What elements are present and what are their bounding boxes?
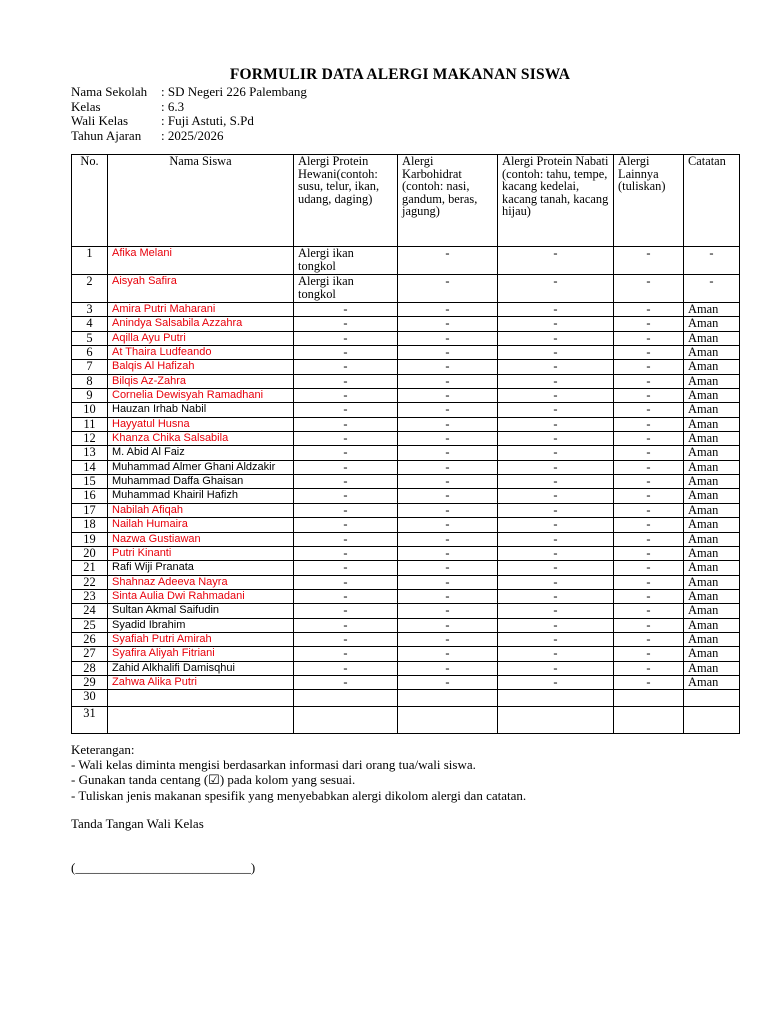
student-name: Zahid Alkhalifi Damisqhui [108, 661, 294, 675]
cell-catatan: Aman [684, 618, 740, 632]
student-number: 7 [72, 360, 108, 374]
meta-row-year [71, 129, 307, 144]
cell-hewani: - [294, 432, 398, 446]
cell-nabati: - [498, 417, 614, 431]
student-name: Nazwa Gustiawan [108, 532, 294, 546]
table-row [72, 346, 740, 360]
cell-catatan: Aman [684, 374, 740, 388]
cell-lainnya: - [614, 303, 684, 317]
student-name: Hayyatul Husna [108, 417, 294, 431]
notes-heading: Keterangan: [71, 742, 135, 757]
cell-nabati: - [498, 446, 614, 460]
student-name: Cornelia Dewisyah Ramadhani [108, 389, 294, 403]
table-row [72, 575, 740, 589]
cell-catatan: Aman [684, 317, 740, 331]
cell-karbo: - [398, 432, 498, 446]
cell-nabati: - [498, 317, 614, 331]
student-number: 1 [72, 247, 108, 275]
student-name: Khanza Chika Salsabila [108, 432, 294, 446]
cell-lainnya: - [614, 647, 684, 661]
cell-hewani: - [294, 647, 398, 661]
cell-karbo: - [398, 589, 498, 603]
cell-nabati: - [498, 403, 614, 417]
cell-nabati: - [498, 661, 614, 675]
student-number: 25 [72, 618, 108, 632]
cell-hewani: Alergi ikan tongkol [294, 275, 398, 303]
cell-lainnya: - [614, 389, 684, 403]
student-name: Putri Kinanti [108, 546, 294, 560]
student-number: 27 [72, 647, 108, 661]
student-number: 23 [72, 589, 108, 603]
student-name: Syafira Aliyah Fitriani [108, 647, 294, 661]
student-name: Aqilla Ayu Putri [108, 331, 294, 345]
header-nama: Nama Siswa [108, 155, 294, 247]
cell-catatan: Aman [684, 489, 740, 503]
cell-nabati: - [498, 303, 614, 317]
cell-hewani: - [294, 417, 398, 431]
cell-karbo: - [398, 647, 498, 661]
cell-catatan: Aman [684, 460, 740, 474]
cell-catatan [684, 707, 740, 734]
cell-lainnya: - [614, 503, 684, 517]
table-row [72, 360, 740, 374]
student-number: 16 [72, 489, 108, 503]
cell-karbo: - [398, 489, 498, 503]
cell-catatan: Aman [684, 546, 740, 560]
student-number: 12 [72, 432, 108, 446]
table-row [72, 247, 740, 275]
header-karbo: Alergi Karbohidrat (contoh: nasi, gandum, beras, jagung) [398, 155, 498, 247]
table-body [72, 247, 740, 734]
cell-karbo: - [398, 661, 498, 675]
student-number: 31 [72, 707, 108, 734]
cell-karbo: - [398, 546, 498, 560]
notes [71, 742, 526, 803]
cell-nabati: - [498, 546, 614, 560]
table-row [72, 389, 740, 403]
cell-nabati: - [498, 460, 614, 474]
table-row [72, 317, 740, 331]
header-nabati: Alergi Protein Nabati (contoh: tahu, tempe, kacang kedelai, kacang tanah, kacang hijau) [498, 155, 614, 247]
cell-nabati: - [498, 518, 614, 532]
meta-label: Tahun Ajaran [71, 127, 142, 143]
cell-nabati: - [498, 475, 614, 489]
cell-hewani: - [294, 489, 398, 503]
meta-row-teacher [71, 114, 307, 129]
meta-value: : SD Negeri 226 Palembang [161, 84, 307, 99]
table-row [72, 604, 740, 618]
student-name: Amira Putri Maharani [108, 303, 294, 317]
cell-catatan: Aman [684, 360, 740, 374]
cell-karbo [398, 690, 498, 707]
cell-catatan: Aman [684, 303, 740, 317]
student-number: 19 [72, 532, 108, 546]
header-no: No. [72, 155, 108, 247]
cell-catatan: Aman [684, 446, 740, 460]
cell-catatan: Aman [684, 346, 740, 360]
cell-lainnya: - [614, 532, 684, 546]
student-number: 6 [72, 346, 108, 360]
student-name: Muhammad Daffa Ghaisan [108, 475, 294, 489]
student-number: 22 [72, 575, 108, 589]
student-number: 14 [72, 460, 108, 474]
cell-lainnya: - [614, 417, 684, 431]
student-number: 10 [72, 403, 108, 417]
meta-row-class [71, 100, 307, 115]
cell-hewani: - [294, 503, 398, 517]
cell-karbo: - [398, 561, 498, 575]
cell-nabati: - [498, 561, 614, 575]
student-name: Shahnaz Adeeva Nayra [108, 575, 294, 589]
student-name: Aisyah Safira [108, 275, 294, 303]
table-row [72, 589, 740, 603]
table-row [72, 632, 740, 646]
table-row [72, 446, 740, 460]
student-name: Zahwa Alika Putri [108, 675, 294, 689]
student-name: Afika Melani [108, 247, 294, 275]
allergy-table [71, 154, 740, 734]
cell-hewani: - [294, 589, 398, 603]
student-number: 29 [72, 675, 108, 689]
cell-nabati: - [498, 346, 614, 360]
student-number: 4 [72, 317, 108, 331]
table-row [72, 690, 740, 707]
cell-nabati: - [498, 331, 614, 345]
table-row [72, 532, 740, 546]
cell-catatan: Aman [684, 604, 740, 618]
table-row [72, 647, 740, 661]
cell-lainnya [614, 690, 684, 707]
student-name: Syadid Ibrahim [108, 618, 294, 632]
student-number: 30 [72, 690, 108, 707]
cell-karbo: - [398, 317, 498, 331]
cell-hewani: - [294, 546, 398, 560]
cell-karbo: - [398, 403, 498, 417]
cell-karbo: - [398, 446, 498, 460]
cell-nabati: - [498, 575, 614, 589]
cell-hewani: - [294, 389, 398, 403]
signature-line: (___________________________) [71, 860, 256, 875]
cell-lainnya: - [614, 489, 684, 503]
table-row [72, 374, 740, 388]
cell-lainnya: - [614, 675, 684, 689]
table-row [72, 675, 740, 689]
cell-hewani: - [294, 331, 398, 345]
cell-nabati: - [498, 618, 614, 632]
student-name: Sultan Akmal Saifudin [108, 604, 294, 618]
cell-lainnya [614, 707, 684, 734]
cell-karbo: - [398, 475, 498, 489]
meta-value: : Fuji Astuti, S.Pd [161, 113, 254, 129]
cell-hewani: - [294, 317, 398, 331]
cell-karbo: - [398, 632, 498, 646]
form-title: FORMULIR DATA ALERGI MAKANAN SISWA [229, 66, 571, 83]
cell-lainnya: - [614, 575, 684, 589]
meta-value: : 6.3 [161, 98, 185, 114]
cell-karbo: - [398, 374, 498, 388]
cell-hewani: - [294, 661, 398, 675]
cell-karbo: - [398, 417, 498, 431]
cell-hewani: - [294, 561, 398, 575]
cell-nabati: - [498, 503, 614, 517]
cell-lainnya: - [614, 460, 684, 474]
cell-karbo: - [398, 275, 498, 303]
cell-karbo: - [398, 389, 498, 403]
cell-karbo: - [398, 303, 498, 317]
cell-lainnya: - [614, 589, 684, 603]
cell-nabati [498, 690, 614, 707]
cell-catatan: - [684, 275, 740, 303]
cell-catatan: Aman [684, 632, 740, 646]
cell-lainnya: - [614, 275, 684, 303]
student-number: 15 [72, 475, 108, 489]
cell-nabati: - [498, 647, 614, 661]
cell-catatan: Aman [684, 503, 740, 517]
student-name: Balqis Al Hafizah [108, 360, 294, 374]
cell-karbo: - [398, 460, 498, 474]
table-header-row [72, 155, 740, 247]
cell-nabati [498, 707, 614, 734]
student-number: 24 [72, 604, 108, 618]
cell-lainnya: - [614, 518, 684, 532]
table-row [72, 546, 740, 560]
cell-hewani: - [294, 446, 398, 460]
cell-hewani: - [294, 460, 398, 474]
cell-karbo: - [398, 604, 498, 618]
table-row [72, 489, 740, 503]
student-number: 26 [72, 632, 108, 646]
table-row [72, 618, 740, 632]
cell-lainnya: - [614, 403, 684, 417]
student-name: Anindya Salsabila Azzahra [108, 317, 294, 331]
cell-hewani: - [294, 604, 398, 618]
cell-hewani: - [294, 532, 398, 546]
cell-catatan: Aman [684, 389, 740, 403]
note-item: - Wali kelas diminta mengisi berdasarkan informasi dari orang tua/wali siswa. [71, 757, 476, 773]
cell-hewani: - [294, 303, 398, 317]
cell-lainnya: - [614, 546, 684, 560]
meta-value: : 2025/2026 [161, 127, 224, 143]
table-row [72, 518, 740, 532]
meta-label: Kelas [71, 98, 101, 114]
cell-hewani: - [294, 403, 398, 417]
table-row [72, 417, 740, 431]
student-name: Nailah Humaira [108, 518, 294, 532]
cell-karbo: - [398, 346, 498, 360]
cell-catatan: Aman [684, 532, 740, 546]
cell-nabati: - [498, 360, 614, 374]
cell-nabati: - [498, 489, 614, 503]
student-name: Sinta Aulia Dwi Rahmadani [108, 589, 294, 603]
student-name: Nabilah Afiqah [108, 503, 294, 517]
table-row [72, 707, 740, 734]
cell-catatan: Aman [684, 518, 740, 532]
cell-nabati: - [498, 675, 614, 689]
student-name: M. Abid Al Faiz [108, 446, 294, 460]
cell-hewani [294, 690, 398, 707]
cell-nabati: - [498, 432, 614, 446]
student-number: 21 [72, 561, 108, 575]
cell-catatan: Aman [684, 432, 740, 446]
cell-hewani: - [294, 632, 398, 646]
note-item: - Tuliskan jenis makanan spesifik yang menyebabkan alergi dikolom alergi dan catatan. [71, 787, 527, 803]
cell-karbo: - [398, 360, 498, 374]
student-number: 20 [72, 546, 108, 560]
student-name: Muhammad Khairil Hafizh [108, 489, 294, 503]
cell-catatan [684, 690, 740, 707]
cell-lainnya: - [614, 632, 684, 646]
student-number: 5 [72, 331, 108, 345]
cell-hewani: - [294, 575, 398, 589]
student-name: Muhammad Almer Ghani Aldzakir [108, 460, 294, 474]
cell-karbo: - [398, 518, 498, 532]
cell-lainnya: - [614, 346, 684, 360]
cell-lainnya: - [614, 618, 684, 632]
cell-catatan: Aman [684, 661, 740, 675]
cell-hewani: - [294, 360, 398, 374]
table-row [72, 403, 740, 417]
cell-catatan: Aman [684, 475, 740, 489]
header-hewani: Alergi Protein Hewani(contoh: susu, telur, ikan, udang, daging) [294, 155, 398, 247]
student-number: 3 [72, 303, 108, 317]
cell-karbo: - [398, 503, 498, 517]
student-name: At Thaira Ludfeando [108, 346, 294, 360]
cell-karbo: - [398, 247, 498, 275]
cell-nabati: - [498, 532, 614, 546]
meta-label: Nama Sekolah [71, 84, 148, 99]
cell-hewani: - [294, 475, 398, 489]
cell-lainnya: - [614, 432, 684, 446]
student-name: Hauzan Irhab Nabil [108, 403, 294, 417]
table-row [72, 661, 740, 675]
cell-lainnya: - [614, 247, 684, 275]
student-name [108, 690, 294, 707]
cell-nabati: - [498, 389, 614, 403]
cell-lainnya: - [614, 360, 684, 374]
student-number: 11 [72, 417, 108, 431]
cell-nabati: - [498, 275, 614, 303]
cell-catatan: - [684, 247, 740, 275]
cell-hewani: - [294, 618, 398, 632]
cell-nabati: - [498, 589, 614, 603]
cell-nabati: - [498, 374, 614, 388]
student-number: 9 [72, 389, 108, 403]
student-name: Bilqis Az-Zahra [108, 374, 294, 388]
cell-karbo: - [398, 618, 498, 632]
cell-catatan: Aman [684, 575, 740, 589]
cell-lainnya: - [614, 475, 684, 489]
cell-hewani: Alergi ikan tongkol [294, 247, 398, 275]
cell-lainnya: - [614, 374, 684, 388]
meta-row-school [71, 85, 307, 100]
student-name [108, 707, 294, 734]
cell-karbo: - [398, 532, 498, 546]
cell-catatan: Aman [684, 675, 740, 689]
cell-catatan: Aman [684, 589, 740, 603]
cell-catatan: Aman [684, 403, 740, 417]
cell-karbo: - [398, 331, 498, 345]
cell-catatan: Aman [684, 331, 740, 345]
student-name: Syafiah Putri Amirah [108, 632, 294, 646]
header-catatan: Catatan [684, 155, 740, 247]
cell-nabati: - [498, 604, 614, 618]
cell-catatan: Aman [684, 417, 740, 431]
cell-lainnya: - [614, 446, 684, 460]
cell-hewani: - [294, 518, 398, 532]
note-item: - Gunakan tanda centang (☑) pada kolom yang sesuai. [71, 772, 356, 788]
table-row [72, 475, 740, 489]
cell-hewani: - [294, 675, 398, 689]
meta-label: Wali Kelas [71, 113, 129, 129]
student-number: 2 [72, 275, 108, 303]
student-number: 17 [72, 503, 108, 517]
cell-nabati: - [498, 632, 614, 646]
table-row [72, 303, 740, 317]
cell-karbo: - [398, 575, 498, 589]
student-number: 18 [72, 518, 108, 532]
cell-karbo: - [398, 675, 498, 689]
cell-hewani: - [294, 346, 398, 360]
table-row [72, 331, 740, 345]
student-number: 28 [72, 661, 108, 675]
cell-catatan: Aman [684, 561, 740, 575]
header-lainnya: Alergi Lainnya (tuliskan) [614, 155, 684, 247]
cell-hewani: - [294, 374, 398, 388]
cell-nabati: - [498, 247, 614, 275]
cell-catatan: Aman [684, 647, 740, 661]
table-row [72, 561, 740, 575]
student-number: 8 [72, 374, 108, 388]
form-meta [71, 85, 307, 143]
table-row [72, 275, 740, 303]
cell-hewani [294, 707, 398, 734]
table-row [72, 503, 740, 517]
cell-lainnya: - [614, 604, 684, 618]
table-row [72, 432, 740, 446]
student-name: Rafi Wiji Pranata [108, 561, 294, 575]
cell-karbo [398, 707, 498, 734]
cell-lainnya: - [614, 661, 684, 675]
cell-lainnya: - [614, 561, 684, 575]
cell-lainnya: - [614, 331, 684, 345]
cell-lainnya: - [614, 317, 684, 331]
student-number: 13 [72, 446, 108, 460]
signature-title: Tanda Tangan Wali Kelas [71, 816, 204, 831]
table-row [72, 460, 740, 474]
